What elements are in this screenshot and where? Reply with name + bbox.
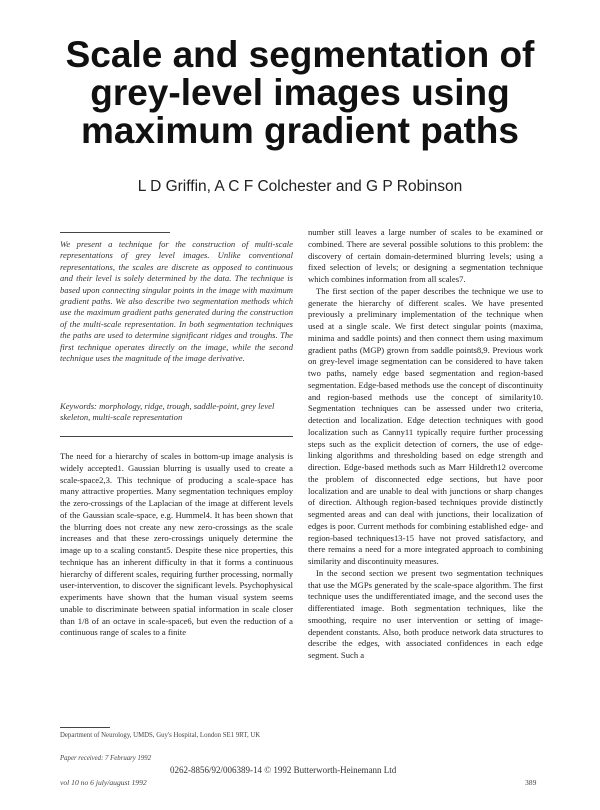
abstract-bottom-rule — [60, 436, 293, 437]
received-date: Paper received: 7 February 1992 — [60, 755, 152, 762]
right-paragraph-1: number still leaves a large number of scales to be examined or combined. There are several possible solutions to this problem: the discovery of certain domain-determined blurring levels; using a fixed selection of levels; or designing a segmentation technique which combines information from all scales7. — [308, 227, 543, 284]
page-number: 389 — [525, 778, 537, 787]
copyright-line: 0262-8856/92/006389-14 © 1992 Butterworth-Heinemann Ltd — [170, 765, 397, 775]
footnote-rule — [60, 727, 110, 728]
intro-paragraph: The need for a hierarchy of scales in bottom-up image analysis is widely accepted1. Gaussian blurring is usually used to create a scale-space2,3. This technique of producing a scale-space has many attractive properties. Many segmentation techniques employ the zero-crossings of the Laplacian of the image at different levels of the Gaussian scale-space, e.g. Hummel4. It has been shown that the blurring does not create any new zero-crossings as the scale increases and that these zero-crossings uniquely determine the image up to a scaling constant5. Despite these nice properties, this technique has an inherent difficulty in that it forms a continuous hierarchy of different scales, requiring further processing, normally user-intervention, to discover the significant levels. Psychophysical experiments have shown that the human visual system seems unable to discriminate between spatial information in scale closer than 1/8 of an octave in scale-space6, but even the reduction of a continuous range of scales to a finite — [60, 451, 293, 638]
abstract-top-rule — [60, 232, 170, 233]
paper-title: Scale and segmentation of grey-level images using maximum gradient paths — [65, 34, 535, 151]
journal-footer: vol 10 no 6 july/august 1992 — [60, 778, 147, 787]
author-list: L D Griffin, A C F Colchester and G P Robinson — [137, 178, 463, 195]
right-paragraph-3: In the second section we present two segmentation techniques that use the MGPs generated by the scale-space algorithm. The first technique uses the undifferentiated image, and the second uses the differentiated image. Both segmentation techniques, like the smoothing, require no user intervention or setting of image-dependent constants. Also, both produce network data structures to describe the edges, with associated confidences in each edge segment. Such a — [308, 567, 543, 660]
abstract: We present a technique for the construction of multi-scale representations of grey level images. Unlike conventional representations, the scales are discrete as opposed to continuous and their level is solely determined by the data. The technique is based upon connecting singular points in the image with maximum gradient paths. We also describe two segmentation methods which use the maximum gradient paths generated during the construction of the multi-scale representation. In both segmentation techniques the paths are used to determine significant ridges and troughs. The first technique operates directly on the image, while the second technique uses the magnitude of the image derivative. — [60, 239, 293, 364]
keywords: Keywords: morphology, ridge, trough, saddle-point, grey level skeleton, multi-scale representation — [60, 401, 275, 423]
author-affiliation: Department of Neurology, UMDS, Guy's Hospital, London SE1 9RT, UK — [60, 732, 261, 739]
body-column-left — [60, 451, 293, 639]
right-paragraph-2: The first section of the paper describes the technique we use to generate the hierarchy of different scales. We have presented previously a preliminary implementation of the technique when used at a single scale. We first detect singular points (maxima, minima and saddle points) and then connect them using maximum gradient paths (MGP) grown from saddle points8,9. Previous work on grey-level image segmentation can be considered to have taken two paths, namely edge based segmentation and region-based segmentation. Edge-based methods use the concept of discontinuity and region-based methods use the concept of similarity10. Segmentation techniques can be assessed under two criteria, detection and localization. Edge detection techniques with good localization such as Canny11 typically require further processing steps such as the explicit detection of corners, the use of edge-linking algorithms and thresholding based on edge strength and direction. Edge-based methods such as Marr Hildreth12 overcome the problem of disconnected edge sections, but have poor localization and are unable to deal with junctions or sharp changes of direction. Although region-based techniques provide distinctly segmented areas and can deal with junctions, their localization of edges is poor. Current methods for combining established edge- and region-based techniques13-15 have not proved satisfactory, and there remains a need for a more integrated approach to combining similarity and discontinuity measures. — [308, 285, 543, 566]
body-column-right — [308, 227, 543, 662]
